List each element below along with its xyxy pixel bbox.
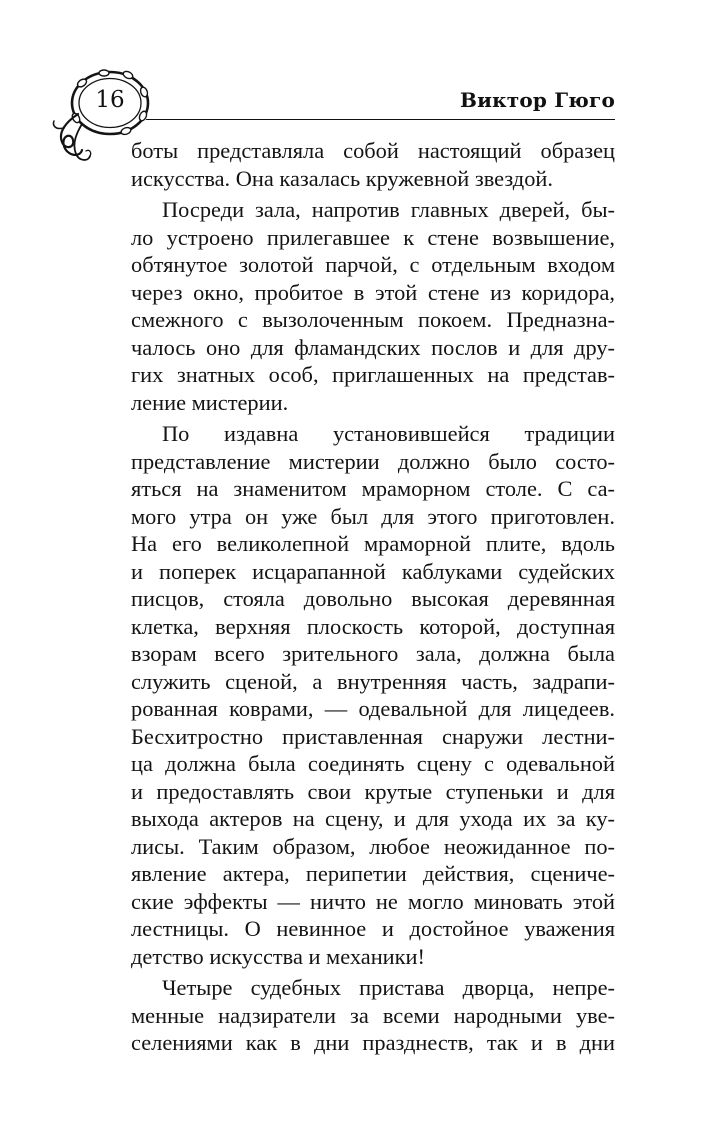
page-number: 16 [95, 87, 125, 113]
text-line: служить сценой, а внутренняя часть, задрапи- [131, 668, 615, 694]
text-line: искусства. Она казалась кружевной звездой. [131, 165, 553, 191]
text-line: через окно, пробитое в этой стене из коридора, [131, 279, 615, 305]
text-line: По издавна установившейся традиции [162, 421, 615, 446]
text-line: взорам всего зрительного зала, должна была [131, 641, 615, 666]
text-line: явление актера, перипетии действия, сцениче- [131, 861, 615, 886]
text-line: ские эффекты — ничто не могло миновать этой [131, 888, 615, 914]
paragraph [131, 137, 615, 192]
text-line: гих знатных особ, приглашенных на представ- [131, 362, 615, 387]
text-line: и поперек исцарапанной каблуками судейских [131, 558, 615, 584]
paragraph [131, 196, 615, 416]
text-line: лестницы. О невинное и достойное уважения [131, 916, 615, 941]
text-line: ло устроено прилегавшее к стене возвышение, [131, 224, 615, 250]
text-line: мого утра он уже был для этого приготовлен. [131, 503, 615, 529]
paragraph [131, 974, 615, 1057]
text-line: Бесхитростно приставленная снаружи лестни- [131, 723, 615, 749]
text-line: писцов, стояла довольно высокая деревянная [131, 586, 615, 611]
text-line: обтянутое золотой парчой, с отдельным входом [131, 252, 615, 277]
text-line: Четыре судебных пристава дворца, непре- [162, 975, 615, 1000]
text-line: На его великолепной мраморной плите, вдоль [131, 531, 615, 556]
text-line: селениями как в дни празднеств, так и в дни [131, 1030, 615, 1055]
text-line: менные надзиратели за всеми народными уве- [131, 1002, 615, 1028]
text-line: Посреди зала, напротив главных дверей, бы- [162, 197, 615, 222]
text-line: смежного с вызолоченным покоем. Предназна- [131, 307, 615, 332]
text-line: боты представляла собой настоящий образец [131, 138, 615, 163]
text-line: ца должна была соединять сцену с одевальной [131, 751, 615, 776]
text-line: ление мистерии. [131, 389, 289, 415]
text-line: выхода актеров на сцену, и для ухода их за ку- [131, 806, 615, 831]
header-rule [146, 119, 615, 120]
text-line: рованная коврами, — одевальной для лицедеев. [131, 696, 615, 721]
paragraph [131, 420, 615, 970]
text-line: детство искусства и механики! [131, 943, 425, 969]
text-line: представление мистерии должно было состо- [131, 448, 615, 474]
text-line: чалось оно для фламандских послов и для дру- [131, 334, 615, 360]
text-line: яться на знаменитом мраморном столе. С са- [131, 476, 615, 501]
text-line: клетка, верхняя плоскость которой, доступная [131, 613, 615, 639]
body-text [131, 137, 615, 1057]
text-line: и предоставлять свои крутые ступеньки и для [131, 778, 615, 804]
text-line: лисы. Таким образом, любое неожиданное по- [131, 833, 615, 859]
running-head-author: Виктор Гюго [460, 88, 615, 112]
